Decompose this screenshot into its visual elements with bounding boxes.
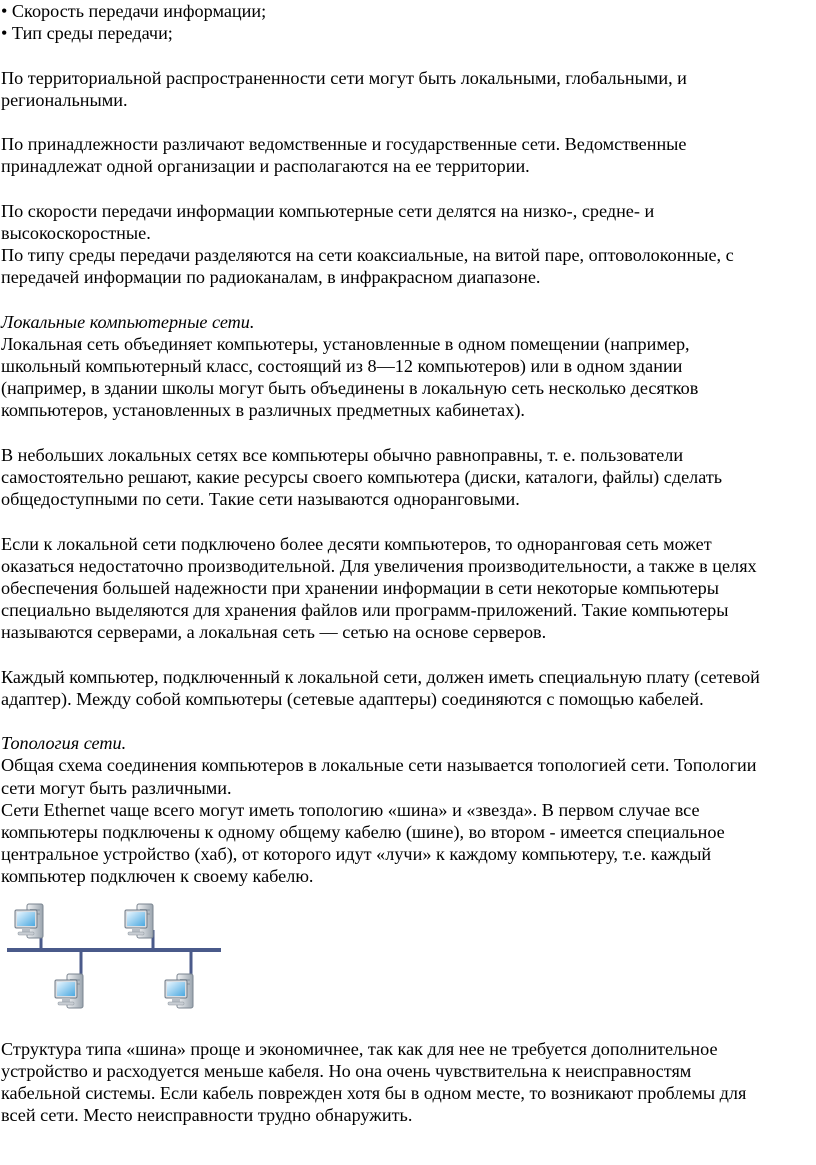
text-line: По типу среды передачи разделяются на сети коаксиальные, на витой паре, оптоволоконные, с [1,245,734,266]
text-line: центральное устройство (хаб), от которого идут «лучи» к каждому компьютеру, т.е. каждый [1,844,712,865]
text-line: В небольших локальных сетях все компьютеры обычно равноправны, т. е. пользователи [1,444,684,465]
text-line: Структура типа «шина» проще и экономичнее, так как для нее не требуется дополнительное [1,1038,718,1059]
text-line: Локальная сеть объединяет компьютеры, установленные в одном помещении (например, [1,333,690,354]
paragraph-bus [1,1038,811,1127]
desktop-computer-icon [55,974,83,1008]
text-line: По принадлежности различают ведомственные и государственные сети. Ведомственные [1,134,687,155]
text-line: сети могут быть различными. [1,777,232,798]
bus-topology-diagram [1,896,241,1024]
bus-topology-svg [1,896,241,1024]
text-line: Каждый компьютер, подключенный к локальной сети, должен иметь специальную плату (сетевой [1,666,760,687]
heading-local-networks: Локальные компьютерные сети. [1,311,255,332]
paragraph-peer [1,444,811,511]
text-line: Если к локальной сети подключено более десяти компьютеров, то одноранговая сеть может [1,533,712,554]
text-line: компьютер подключен к своему кабелю. [1,866,314,887]
text-line: (например, в здании школы могут быть объединены в локальную сеть несколько десятков [1,378,699,399]
text-line: кабельной системы. Если кабель поврежден хотя бы в одном месте, то возникают проблемы для [1,1082,747,1103]
desktop-computer-icon [165,974,193,1008]
text-line: устройство и расходуется меньше кабеля. Но она очень чувствительна к неисправностям [1,1060,692,1081]
text-line: компьютеров, установленных в различных предметных кабинетах). [1,400,525,421]
paragraph-speed [1,200,811,244]
heading-topology: Топология сети. [1,733,127,754]
text-line: компьютеры подключены к одному общему кабелю (шине), во втором - имеется специальное [1,821,725,842]
bullet-item: • Тип среды передачи; [1,23,173,44]
paragraph-topology [1,754,811,887]
bullet-list [1,0,811,44]
text-line: высокоскоростные. [1,222,151,243]
desktop-computer-icon [15,904,43,938]
text-line: обеспечения большей надежности при хранении информации в сети некоторые компьютеры [1,577,719,598]
paragraph-servers [1,533,811,644]
text-line: школьный компьютерный класс, состоящий из 8—12 компьютеров) или в одном здании [1,356,683,376]
text-line: адаптер). Между собой компьютеры (сетевые адаптеры) соединяются с помощью кабелей. [1,688,704,709]
text-line: специально выделяются для хранения файлов или программ-приложений. Такие компьютеры [1,600,729,621]
text-line: Сети Ethernet чаще всего могут иметь топологию «шина» и «звезда». В первом случае все [1,799,700,820]
paragraph-adapter [1,666,811,710]
paragraph-medium [1,244,811,288]
text-line: По скорости передачи информации компьютерные сети делятся на низко-, средне- и [1,200,655,221]
text-line: региональными. [1,89,128,110]
text-line: принадлежат одной организации и располагаются на ее территории. [1,156,530,177]
text-line: общедоступными по сети. Такие сети называются одноранговыми. [1,489,520,510]
paragraph-ownership [1,133,811,177]
text-line: По территориальной распространенности сети могут быть локальными, глобальными, и [1,67,687,88]
text-line: Общая схема соединения компьютеров в локальные сети называется топологией сети. Топологии [1,755,757,776]
bullet-item: • Скорость передачи информации; [1,1,267,21]
desktop-computer-icon [125,904,153,938]
paragraph-local [1,333,811,422]
text-line: всей сети. Место неисправности трудно обнаружить. [1,1105,413,1126]
text-line: оказаться недостаточно производительной. Для увеличения производительности, а также в целях [1,555,757,576]
text-line: самостоятельно решают, какие ресурсы своего компьютера (диски, каталоги, файлы) сделать [1,466,723,487]
paragraph-territory [1,67,811,111]
text-line: передачей информации по радиоканалам, в инфракрасном диапазоне. [1,267,541,288]
text-line: называются серверами, а локальная сеть — сетью на основе серверов. [1,622,547,643]
